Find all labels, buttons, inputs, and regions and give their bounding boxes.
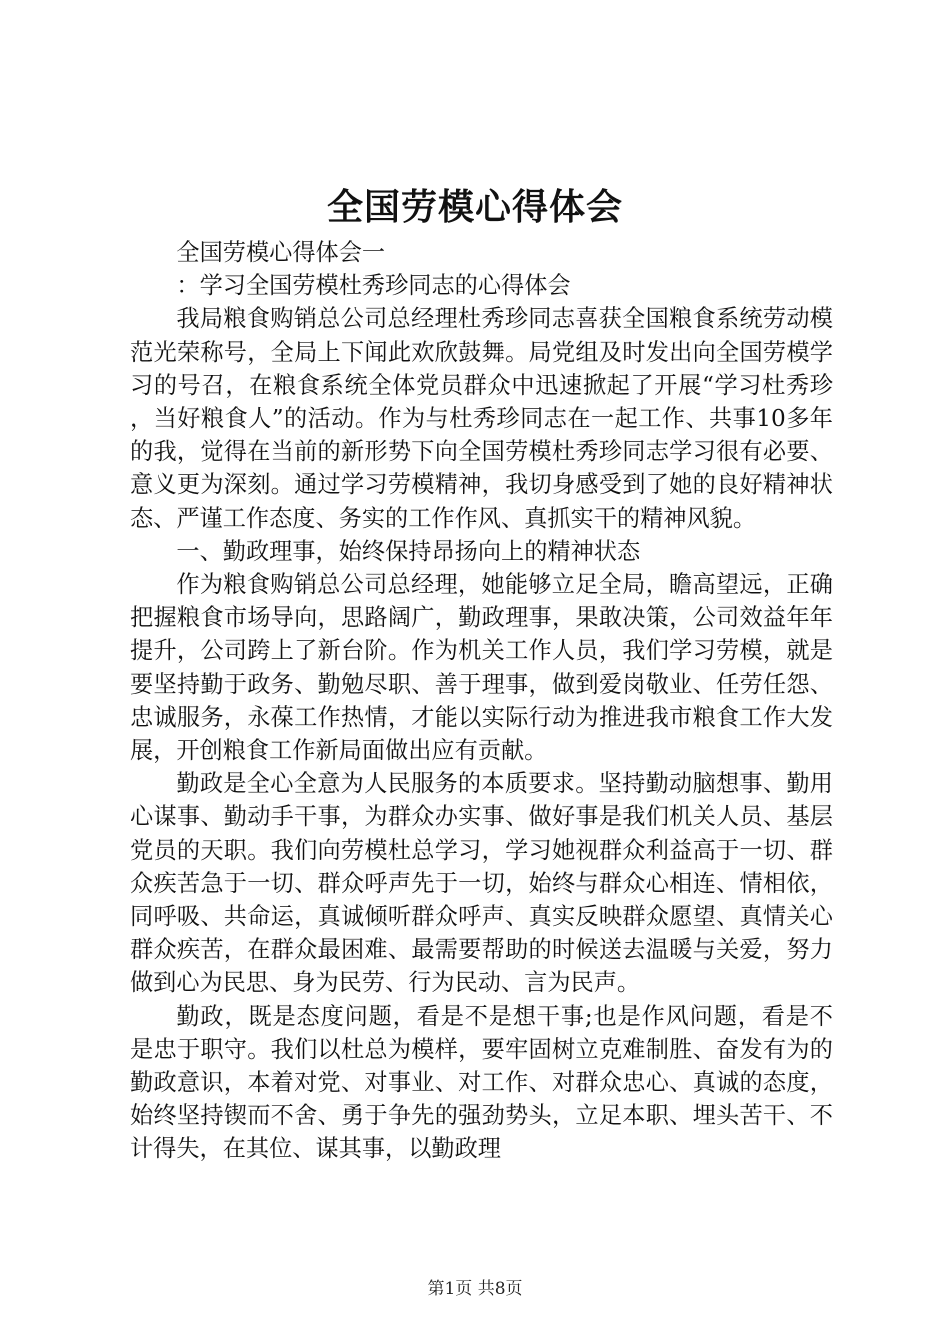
subtitle-line: 全国劳模心得体会一	[176, 239, 386, 266]
page-footer: 第1页 共8页	[427, 1279, 523, 1299]
section-heading: 一、勤政理事，始终保持昂扬向上的精神状态	[176, 537, 641, 565]
subtitle-line: ：学习全国劳模杜秀珍同志的心得体会	[176, 272, 571, 300]
document-title: 全国劳模心得体会	[326, 186, 623, 228]
body-paragraph: 勤政，既是态度问题，看是不是想干事;也是作风问题，看是不是忠于职守。我们以杜总为模样，要牢固树立克难制胜、奋发有为的勤政意识，本着对党、对事业、对工作、对群众忠心、真诚的态度，始终坚持锲而不舍、勇于争先的强劲势头，立足本职、埋头苦干、不计得失，在其位、谋其事，以勤政理	[130, 1002, 833, 1163]
body-paragraph: 我局粮食购销总公司总经理杜秀珍同志喜获全国粮食系统劳动模范光荣称号，全局上下闻此欢欣鼓舞。局党组及时发出向全国劳模学习的号召，在粮食系统全体党员群众中迅速掀起了开展“学习杜秀珍，当好粮食人”的活动。作为与杜秀珍同志在一起工作、共事10多年的我，觉得在当前的新形势下向全国劳模杜秀珍同志学习很有必要、意义更为深刻。通过学习劳模精神，我切身感受到了她的良好精神状态、严谨工作态度、务实的工作作风、真抓实干的精神风貌。	[130, 305, 833, 532]
document-body	[130, 236, 833, 1166]
body-paragraph: 作为粮食购销总公司总经理，她能够立足全局，瞻高望远，正确把握粮食市场导向，思路阔广，勤政理事，果敢决策，公司效益年年提升，公司跨上了新台阶。作为机关工作人员，我们学习劳模，就是要坚持勤于政务、勤勉尽职、善于理事，做到爱岗敬业、任劳任怨、忠诚服务，永葆工作热情，才能以实际行动为推进我市粮食工作大发展，开创粮食工作新局面做出应有贡献。	[130, 571, 833, 765]
body-paragraph: 勤政是全心全意为人民服务的本质要求。坚持勤动脑想事、勤用心谋事、勤动手干事，为群众办实事、做好事是我们机关人员、基层党员的天职。我们向劳模杜总学习，学习她视群众利益高于一切、群众疾苦急于一切、群众呼声先于一切，始终与群众心相连、情相依，同呼吸、共命运，真诚倾听群众呼声、真实反映群众愿望、真情关心群众疾苦，在群众最困难、最需要帮助的时候送去温暖与关爱，努力做到心为民思、身为民劳、行为民动、言为民声。	[130, 770, 833, 997]
